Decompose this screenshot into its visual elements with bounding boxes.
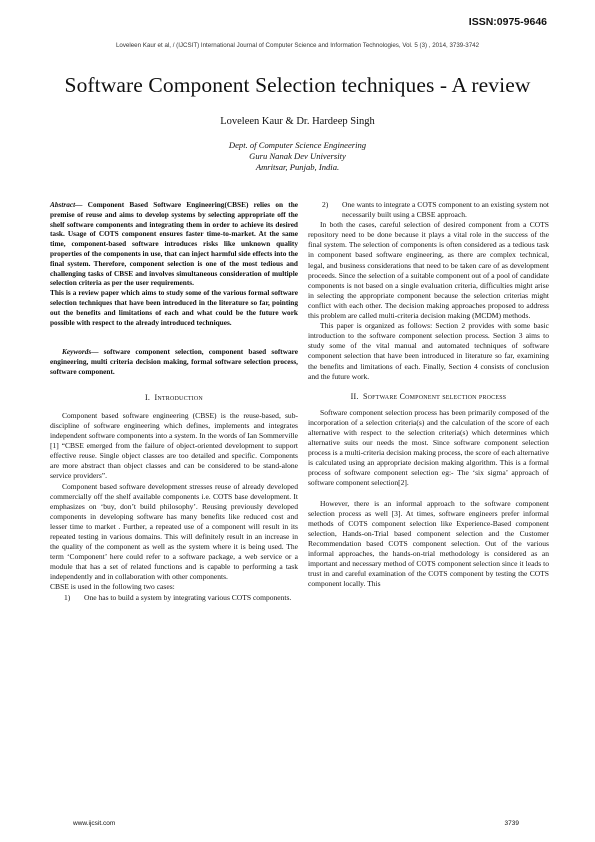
issn-label: ISSN:0975-9646 [468, 16, 547, 28]
cases-list-continued [308, 200, 549, 220]
section-2-paragraph-2: However, there is an informal approach to the software component selection process as well [3]. At times, software engineers prefer informal methods of COTS component selection like Experience-Based component selection, Hands-on-Trial based component selection and the Customer Recommendation based COTS component selection. Out of the various informal approaches, the hands-on-trial methodology is considered as an important and necessary method of COTS component selection since it leads to trust in and careful examination of the COTS component by testing the COTS component locally. This [308, 498, 549, 589]
section-2-number: II. [350, 391, 359, 401]
affiliation [0, 140, 595, 174]
section-2-paragraph-1: Software component selection process has been primarily composed of the incorporation of a selection criteria(s) and the calculation of the score of each alternative with respect to the selection criteria(s) which determines which alternative suits our needs the most. Since software component selection process is a multi-criteria decision making process, the score of each alternative is calculated using an appropriate decision making algorithm. This is a formal process of software component selection eg:- The ‘six sigma’ approach of software component selection[2]. [308, 407, 549, 488]
affiliation-place: Amritsar, Punjab, India. [255, 162, 340, 173]
right-column [308, 200, 549, 589]
section-1-paragraph-5: This paper is organized as follows: Section 2 provides with some basic introduction to the software component selection process. Section 3 aims to study some of the vital manual and automated techniques of software component selection that have been introduced in literature so far, examining the benefits and limitations of each. Finally, Section 4 consists of conclusion and the future work. [308, 321, 549, 381]
abstract [50, 200, 298, 327]
abstract-text: Component Based Software Engineering(CBSE) relies on the premise of reuse and aims to develop systems by selecting appropriate off the shelf software components and integrating them in order to achieve its desired task. Usage of COTS component ensures faster time-to-market. At the same time, component-based software introduces risks like unknown quality properties of the components in use, that can inject harmful side effects into the final system. Therefore, component selection is one of the most tedious and challenging tasks of CBSE and involves simultaneous consideration of multiple selection criteria as per the user requirements. [50, 200, 298, 288]
cases-list [50, 593, 298, 603]
keywords-label: Keywords— [62, 347, 99, 357]
footer-page-number: 3739 [504, 820, 519, 827]
list-item [50, 593, 298, 603]
list-item-text: One has to build a system by integrating various COTS components. [84, 592, 292, 602]
keywords-text: software component selection, component based software engineering, multi criteria decision making, formal software selection process, software component. [50, 347, 298, 376]
section-2-heading [308, 392, 549, 402]
list-item-number: 1) [64, 592, 71, 602]
section-1-paragraph-2: Component based software development stresses reuse of already developed commercially off the shelf available components i.e. COTS base development. It emphasizes on ‘buy, don’t build philosophy’. Reusing previously developed components in developing software has many benefits like reduced cost and lesser time to market . Further, a repeated use of a component will result in its repeated testing in various domains. This will definitely result in an increase in the quality of the component as well as the system where it is being used. The term ‘Component’ here could refer to a software package, a web service or a module that has a set of related functions and is capable to performing a task independently and in collaboration with other components. [50, 481, 298, 582]
abstract-label: Abstract— [50, 200, 83, 209]
section-1-paragraph-3: CBSE is used in the following two cases: [50, 582, 175, 592]
list-item-text: One wants to integrate a COTS component to an existing system not necessarily built using a CBSE approach. [342, 200, 549, 220]
section-1-paragraph-1: Component based software engineering (CBSE) is the reuse-based, sub-discipline of software engineering which defines, implements and integrates independent software components into a system. In the words of Ian Sommerville [1] “CBSE emerged from the failure of object-oriented development to support effective reuse. Single object classes are too detailed and specific. Components are more abstract than object classes and can be considered to be stand-alone service providers”. [50, 410, 298, 481]
section-1-title: Introduction [154, 392, 203, 402]
section-1-paragraph-4: In both the cases, careful selection of desired component from a COTS repository need to be done because it plays a vital role in the success of the final system. The selection of components is often considered as a tedious task in component based software engineering, as there are complex technical, legal, and business considerations that need to be taken care of as development proceeds. Since the selection of a suitable component out of a pool of candidate components is not based on a single evaluation criteria, difficulties might arise in selecting the appropriate component because the selection criterias might conflict with each other. The decision making approaches proposed to address this problem are called multi-criteria decision making (MCDM) methods. [308, 220, 549, 321]
affiliation-university: Guru Nanak Dev University [249, 151, 346, 162]
list-item-number: 2) [322, 200, 329, 209]
section-1-heading [50, 393, 298, 403]
keywords-paragraph [50, 347, 298, 376]
paper-title: Software Component Selection techniques - A review [64, 73, 531, 97]
abstract-paragraph [50, 200, 298, 288]
abstract-paragraph-2: This is a review paper which aims to study some of the various formal software selection techniques that have been introduced in the literature so far, pointing out the benefits and limitations of each and what could be the future work possible with respect to the already introduced techniques. [50, 288, 298, 327]
list-item [308, 200, 549, 220]
section-1-number: I. [145, 392, 151, 402]
left-column [50, 200, 298, 603]
authors: Loveleen Kaur & Dr. Hardeep Singh [220, 116, 375, 127]
keywords [50, 347, 298, 376]
section-2-title: Software Component selection process [363, 391, 507, 401]
running-header: Loveleen Kaur et al, / (IJCSIT) International Journal of Computer Science and Information Technologies, Vol. 5 (3) , 2014, 3739-3742 [115, 42, 480, 49]
footer-website: www.ijcsit.com [73, 820, 116, 827]
affiliation-dept: Dept. of Computer Science Engineering [228, 140, 367, 150]
